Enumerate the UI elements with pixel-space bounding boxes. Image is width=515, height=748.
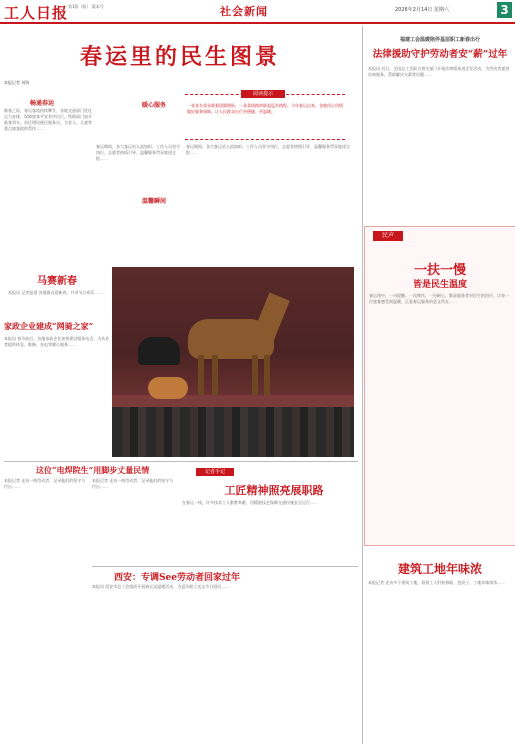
center-body-1: 春运期间，各大客运站人流如织。工作人员坚守岗位，志愿者热情引导，温馨服务贯穿旅途全程…… xyxy=(96,144,180,161)
left-bottom-title[interactable]: 这位“电焊院生”用脚步丈量民情 xyxy=(36,465,150,475)
right-top-headline[interactable]: 法律援助守护劳动者安“薪”过年 xyxy=(372,49,508,60)
minsheng-title[interactable]: 一扶一慢 xyxy=(413,263,466,278)
jizhe-label: 记者手记 xyxy=(196,468,234,476)
main-headline[interactable]: 春运里的民生图景 xyxy=(79,44,280,70)
minsheng-tab: 民声 xyxy=(373,231,403,241)
photo-horse-leg xyxy=(264,355,270,395)
center-body-2: 春运期间，各大客运站人流如织。工作人员坚守岗位，志愿者热情引导，温馨服务贯穿旅途全程…… xyxy=(186,144,350,155)
left-mid-text: 本报讯 春节前后，各地家政企业加快建设服务站点，为从业者提供休息、维修、充电等暖心服务…… xyxy=(4,336,110,347)
editor-note-label: 阅读提示 xyxy=(241,90,285,98)
bottom-center-title-2[interactable]: 西安：专调See劳动者回家过年 xyxy=(114,573,240,583)
photo-bear-figure xyxy=(138,337,180,365)
minsheng-subtitle: 皆是民生温度 xyxy=(412,280,467,290)
left-subhead: 畅通春运 xyxy=(30,100,55,107)
page-number: 3 xyxy=(497,2,512,18)
divider-horizontal-2 xyxy=(92,566,358,567)
logo-subtitle: 第1版（版） 版本号 xyxy=(68,4,104,9)
masthead xyxy=(0,0,515,24)
left-bottom-text: 本报记者 走访一线劳动者，记录他们的坚守与付出…… xyxy=(4,478,86,489)
editor-note-text: 一张张车票承载着团圆期盼，一条条线路串联起返乡路程。今年春运以来，各地用心用情做好服务保障，让人民群众出行更便捷、更温暖。 xyxy=(187,103,343,114)
issue-date: 2026年2月14日 星期六 xyxy=(395,7,449,13)
center-subhead-1: 暖心服务 xyxy=(142,102,167,109)
photo-horse-neck xyxy=(252,293,290,344)
mazhan-title[interactable]: 马赛新春 xyxy=(37,276,77,287)
divider-vertical xyxy=(362,26,363,744)
right-top-text: 本报讯 近日，全国总工会联合相关部门开展法律服务进企业活动，为劳动者提供咨询服务，帮助解决欠薪等问题…… xyxy=(368,66,510,77)
mazhan-box xyxy=(4,262,110,318)
left-mid-title[interactable]: 家政企业建成“网骑之家” xyxy=(4,321,94,331)
newspaper-logo: 工人日报 xyxy=(4,4,69,22)
right-top-kicker: 福建工会温暖陪伴基层职工新春出行 xyxy=(399,37,480,43)
divider-horizontal xyxy=(4,461,358,462)
left-bottom-text-2: 本报记者 走访一线劳动者，记录他们的坚守与付出…… xyxy=(92,478,174,489)
photo-foal xyxy=(148,377,188,399)
bottom-center-title[interactable]: 工匠精神照亮展职路 xyxy=(224,484,324,497)
minsheng-text: 春运途中，一句提醒、一次搀扶、一份耐心，都是服务者对民生的回应。让每一位旅客感受到温暖，正是春运服务的意义所在…… xyxy=(369,293,509,304)
minsheng-box xyxy=(364,226,515,546)
bottom-center-text-2: 本报讯 西安市总工会组织开展春运送温暖活动，为返乡职工送去节日慰问…… xyxy=(92,584,230,589)
mazhan-text: 本报讯 记者报道 各地群众迎新春，共享节日欢乐…… xyxy=(8,290,103,295)
photo-horse-leg xyxy=(252,355,258,395)
right-bottom-title[interactable]: 建筑工地年味浓 xyxy=(397,562,482,576)
right-bottom-text: 本报记者 走访多个建筑工地，看到工人们贴春联、包饺子，工地年味浓浓…… xyxy=(368,580,506,585)
photo-horse-leg xyxy=(198,355,204,395)
byline-left: 本报记者 刘海 xyxy=(4,80,30,85)
photo-visitors xyxy=(112,407,354,457)
museum-photo xyxy=(112,267,354,457)
editor-note xyxy=(185,91,345,140)
left-article-body: 新春之际，春运客流持续攀升，各地交通部门优化运力安排，保障旅客平安有序出行。铁路部门加开临客列车，站区增设便民服务台，为老人、儿童等重点旅客提供帮扶…… xyxy=(4,108,92,131)
section-title: 社会新闻 xyxy=(220,5,268,18)
photo-horse-leg xyxy=(212,355,218,395)
bottom-center-text: 在春运一线，许多技术工人默默奉献，用精湛技艺保障交通设施安全运行…… xyxy=(182,500,318,505)
center-subhead-2: 温馨瞬间 xyxy=(142,198,167,205)
